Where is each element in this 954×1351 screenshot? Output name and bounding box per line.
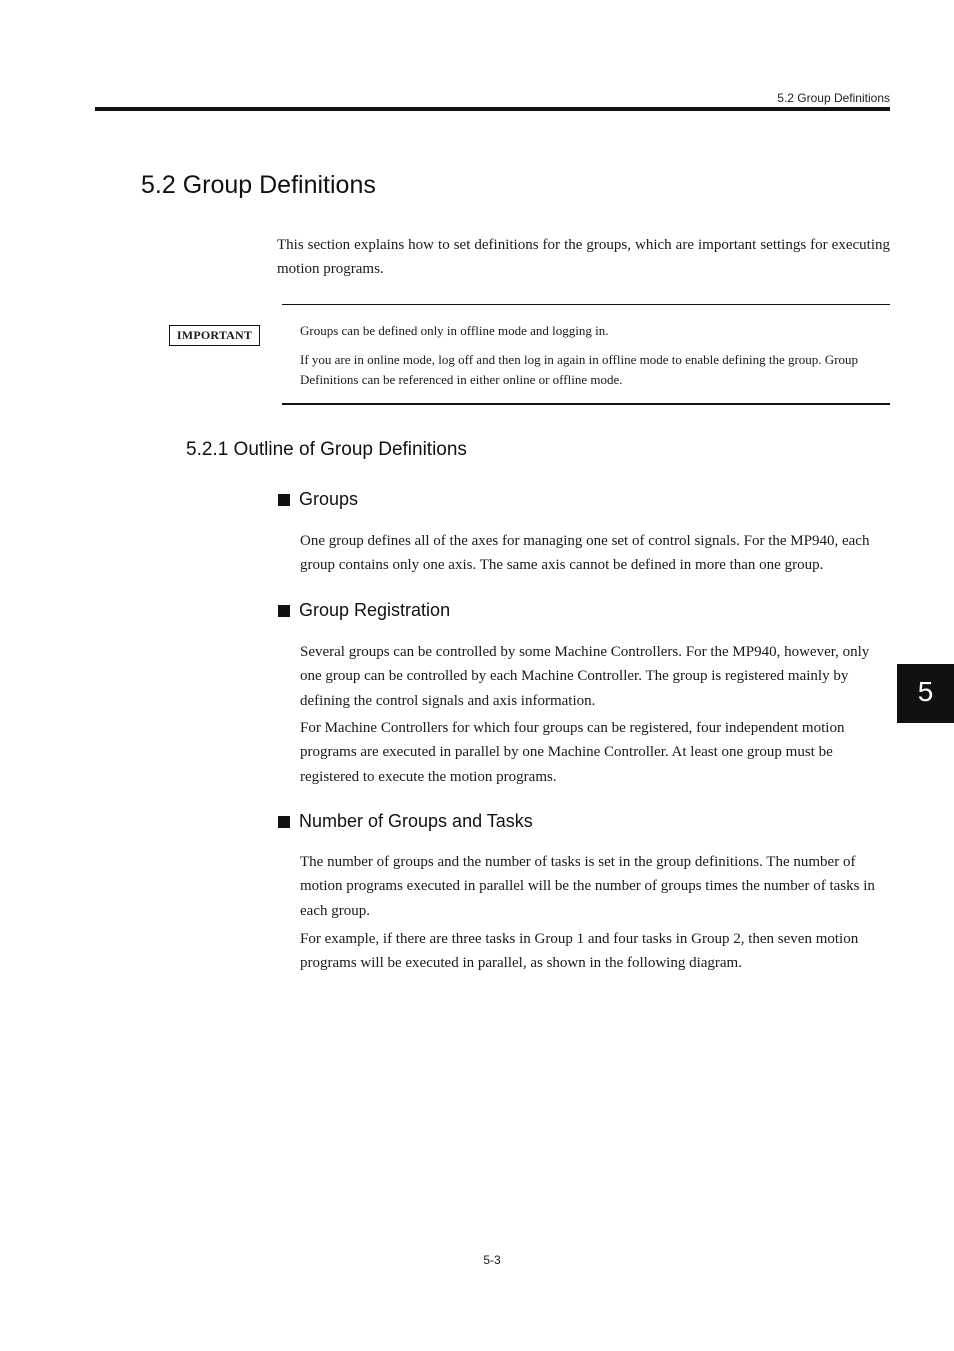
important-note-line-2: If you are in online mode, log off and then log in again in offline mode to enable defining the group. Group Definitions can be referenced in either online or offline mode. [300,352,859,387]
topic-heading-groups [278,489,358,510]
topic-heading-group-registration [278,600,450,621]
square-bullet-icon [278,494,290,506]
groups-paragraph: One group defines all of the axes for managing one set of control signals. For the MP940, each group contains only one axis. The same axis cannot be defined in more than one group. [300,533,870,574]
groups-tasks-paragraph-1: The number of groups and the number of tasks is set in the group definitions. The number of motion programs executed in parallel will be the number of groups times the number of tasks in each group. [300,854,875,919]
page-number: 5-3 [483,1253,501,1267]
section-intro: This section explains how to set definitions for the groups, which are important settings for executing motion programs. [277,237,890,277]
important-label: IMPORTANT [169,325,260,346]
topic-heading-label: Number of Groups and Tasks [299,811,533,831]
topic-heading-label: Groups [299,489,359,509]
section-title: 5.2 Group Definitions [141,171,376,199]
important-box-top-rule [282,304,890,305]
square-bullet-icon [278,816,290,828]
chapter-tab: 5 [897,664,954,723]
topic-heading-number-of-groups-and-tasks [278,811,533,832]
header-rule [95,107,890,111]
important-note-line-1: Groups can be defined only in offline mode and logging in. [300,323,609,338]
running-header: 5.2 Group Definitions [777,91,890,105]
group-registration-paragraph-1: Several groups can be controlled by some Machine Controllers. For the MP940, however, only one group can be controlled by each Machine Controller. The group is registered mainly by defining the control signals and axis information. [300,644,870,709]
subsection-title: 5.2.1 Outline of Group Definitions [186,439,467,460]
groups-tasks-paragraph-2: For example, if there are three tasks in Group 1 and four tasks in Group 2, then seven motion programs will be executed in parallel, as shown in the following diagram. [300,931,859,972]
group-registration-paragraph-2: For Machine Controllers for which four groups can be registered, four independent motion programs are executed in parallel by one Machine Controller. At least one group must be registered to execute the motion programs. [300,720,845,785]
important-box-bottom-rule [282,403,890,405]
square-bullet-icon [278,605,290,617]
topic-heading-label: Group Registration [299,600,451,620]
